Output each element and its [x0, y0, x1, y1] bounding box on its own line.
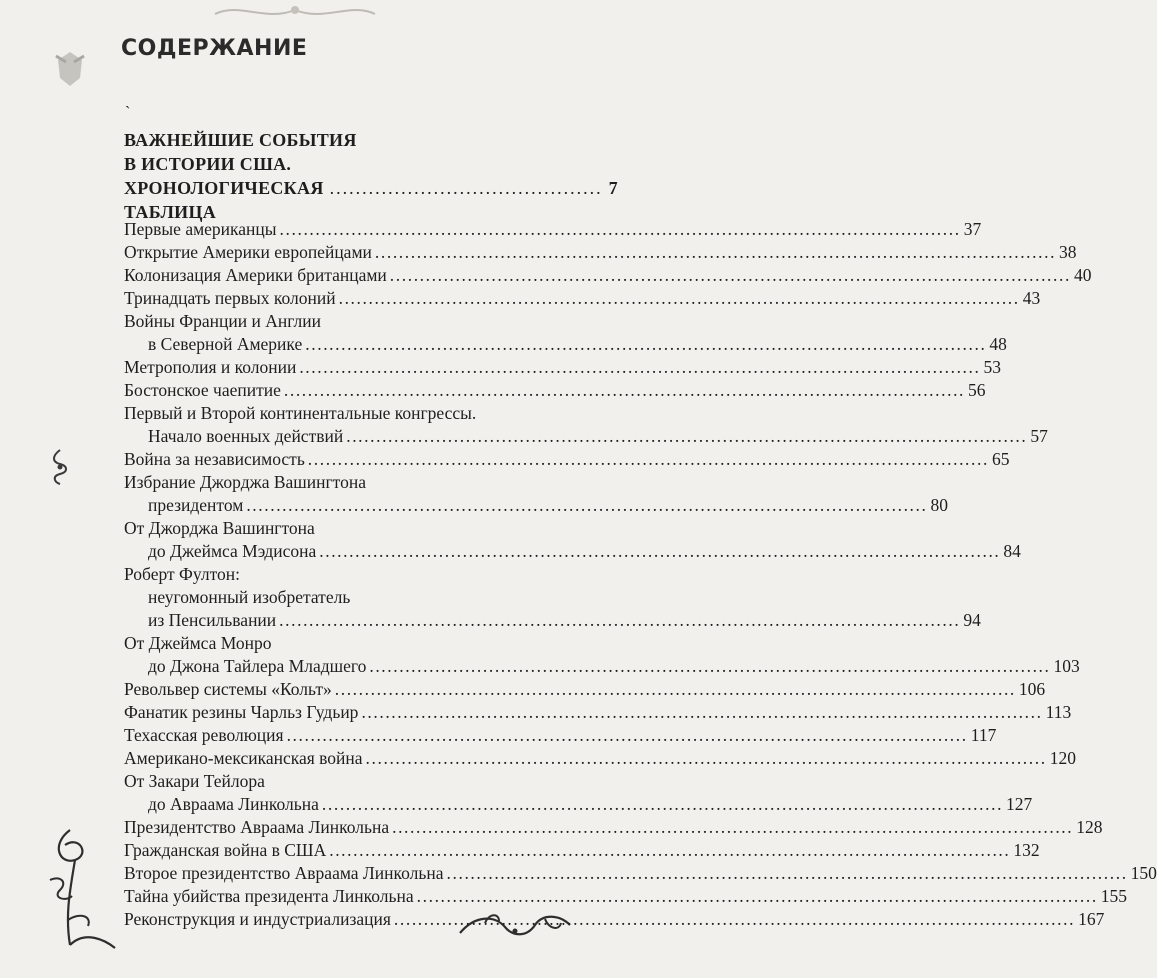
toc-entry	[124, 310, 1007, 356]
toc-entry-title: Президентство Авраама Линкольна	[124, 817, 390, 837]
toc-entry-line	[124, 632, 561, 655]
featured-line-1: ВАЖНЕЙШИЕ СОБЫТИЯ	[124, 130, 357, 150]
leader-dots: ..................................................................................................................	[346, 426, 1028, 446]
leader-dots: ..................................................................................................................	[329, 840, 1011, 860]
toc-entry	[124, 816, 1103, 839]
toc-entry-title: в Северной Америке	[148, 334, 303, 354]
toc-entry	[124, 264, 1092, 287]
toc-entry-line-last	[124, 494, 948, 517]
toc-entry	[124, 448, 1010, 471]
toc-entry-title: Избрание Джорджа Вашингтона	[124, 472, 366, 492]
toc-entry-line-last	[124, 333, 1007, 356]
toc-entry-title: до Джона Тайлера Младшего	[148, 656, 367, 676]
leader-dots: ..................................................................................................................	[389, 265, 1071, 285]
toc-page-number: 57	[1030, 426, 1048, 446]
toc-entry-line-last	[124, 540, 1021, 563]
toc-entry-title: Тринадцать первых колоний	[124, 288, 336, 308]
toc-entry-line	[124, 563, 561, 586]
toc-entry-title: Открытие Америки европейцами	[124, 242, 372, 262]
toc-entry-line-last	[124, 724, 997, 747]
toc-entry-title: Техасская революция	[124, 725, 284, 745]
leader-dots: ..................................................................................................................	[305, 334, 987, 354]
toc-page-number: 53	[983, 357, 1001, 377]
leader-dots: ..................................................................................................................	[286, 725, 968, 745]
featured-line-3	[124, 176, 618, 224]
toc-entry-title: Первый и Второй континентальные конгрессы.	[124, 403, 477, 423]
toc-entry-line-last	[124, 218, 982, 241]
toc-entry-line	[124, 770, 561, 793]
toc-entry-line-last	[124, 448, 1010, 471]
toc-entry	[124, 770, 1033, 816]
leader-dots: ..................................................................................................................	[361, 702, 1043, 722]
toc-page-number: 65	[991, 449, 1010, 469]
toc-entry-title: Американо-мексиканская война	[124, 748, 363, 768]
toc-entry-title: Фанатик резины Чарльз Гудьир	[124, 702, 359, 722]
toc-page-number: 167	[1078, 909, 1105, 929]
toc-entry	[124, 402, 1048, 448]
toc-entry-line-last	[124, 379, 986, 402]
leader-dots: ..................................................................................................................	[279, 610, 961, 630]
toc-entry-line	[124, 586, 561, 609]
toc-page-number: 37	[963, 219, 982, 239]
toc-entry-title: Револьвер системы «Кольт»	[124, 679, 332, 699]
toc-entry	[124, 241, 1077, 264]
top-ornament-icon	[210, 0, 380, 22]
toc-entry-title: Бостонское чаепитие	[124, 380, 281, 400]
toc-entry-line-last	[124, 356, 1001, 379]
leader-dots: ..................................................................................................................	[334, 679, 1016, 699]
leader-dots: ..................................................................................................................	[392, 817, 1074, 837]
toc-entry-title: От Джеймса Монро	[124, 633, 272, 653]
toc-entry-line	[124, 517, 561, 540]
toc-page-number: 84	[1003, 541, 1021, 561]
leader-dots: ..................................................................................................................	[319, 541, 1001, 561]
toc-entry-line-last	[124, 678, 1046, 701]
toc-entry-title: От Джорджа Вашингтона	[124, 518, 315, 538]
toc-entry-line-last	[124, 862, 1157, 885]
toc-entry-line-last	[124, 839, 1040, 862]
toc-entry-title: Первые американцы	[124, 219, 277, 239]
featured-line-2: В ИСТОРИИ США.	[124, 154, 292, 174]
toc-entry-line-last	[124, 655, 1080, 678]
toc-entry	[124, 517, 1021, 563]
toc-entry	[124, 218, 982, 241]
leader-dots: ..................................................................................................................	[338, 288, 1020, 308]
leader-dots: ..................................................................................................................	[365, 748, 1047, 768]
toc-entry-line-last	[124, 425, 1048, 448]
leader-dots: ..................................................................................................................	[369, 656, 1051, 676]
toc-entry-title: Второе президентство Авраама Линкольна	[124, 863, 444, 883]
toc-page-number: 132	[1013, 840, 1040, 860]
toc-entry-title: Колонизация Америки британцами	[124, 265, 387, 285]
toc-entry-line-last	[124, 793, 1033, 816]
toc-entry-line-last	[124, 287, 1041, 310]
featured-title: ХРОНОЛОГИЧЕСКАЯ ТАБЛИЦА	[124, 178, 324, 222]
toc-entry-title: От Закари Тейлора	[124, 771, 265, 791]
toc-entry-line	[124, 402, 561, 425]
toc-entry-title: Гражданская война в США	[124, 840, 327, 860]
toc-entry-title: Реконструкция и индустриализация	[124, 909, 391, 929]
toc-entry-title: президентом	[148, 495, 244, 515]
toc-page-number: 80	[930, 495, 948, 515]
leader-dots: ..........................................	[329, 178, 603, 198]
toc-entry-title: Роберт Фултон:	[124, 564, 240, 584]
toc-entry	[124, 747, 1076, 770]
toc-entry-title: Метрополия и колонии	[124, 357, 297, 377]
toc-page-number: 117	[970, 725, 997, 745]
toc-entry	[124, 287, 1041, 310]
leader-dots: ..................................................................................................................	[283, 380, 966, 400]
toc-entry-line	[124, 471, 561, 494]
toc-page-number: 106	[1018, 679, 1046, 699]
toc-entry-line-last	[124, 747, 1076, 770]
toc-entry-line-last	[124, 264, 1092, 287]
leader-dots: ..................................................................................................................	[416, 886, 1098, 906]
toc-page-number: 40	[1073, 265, 1092, 285]
leader-dots: ..................................................................................................................	[321, 794, 1004, 814]
leader-dots: ..................................................................................................................	[279, 219, 961, 239]
leader-dots: ..................................................................................................................	[299, 357, 981, 377]
toc-page-number: 48	[989, 334, 1007, 354]
toc-entry	[124, 885, 1128, 908]
left-ornament-icon	[50, 448, 70, 486]
toc-entry-title: Войны Франции и Англии	[124, 311, 321, 331]
toc-entry-title: Начало военных действий	[148, 426, 344, 446]
toc-entry-line-last	[124, 241, 1077, 264]
leader-dots: ..................................................................................................................	[246, 495, 928, 515]
toc-entry-line-last	[124, 908, 1105, 931]
featured-section	[124, 128, 618, 224]
toc-entry	[124, 724, 997, 747]
toc-page-number: 128	[1076, 817, 1103, 837]
toc-entry	[124, 678, 1046, 701]
toc-entry-line-last	[124, 885, 1128, 908]
toc-entry	[124, 862, 1157, 885]
toc-page-number: 113	[1045, 702, 1072, 722]
toc-entry-title: до Джеймса Мэдисона	[148, 541, 317, 561]
leader-dots: ..................................................................................................................	[374, 242, 1057, 262]
toc-entry	[124, 471, 948, 517]
toc-page-number: 103	[1053, 656, 1080, 676]
featured-page-number: 7	[608, 178, 618, 198]
toc-entry-title: Тайна убийства президента Линкольна	[124, 886, 414, 906]
toc-entry	[124, 379, 986, 402]
ink-mark: `	[125, 104, 131, 121]
toc-entry-title: неугомонный изобретатель	[148, 587, 351, 607]
toc-page-number: 38	[1059, 242, 1077, 262]
toc-entry-line	[124, 310, 561, 333]
toc-entry	[124, 701, 1072, 724]
toc-entry	[124, 908, 1105, 931]
toc-entry-title: из Пенсильвании	[148, 610, 277, 630]
toc-entry-line-last	[124, 816, 1103, 839]
toc-page-number: 150	[1130, 863, 1157, 883]
page-title: СОДЕРЖАНИЕ	[121, 36, 308, 61]
toc-page-number: 155	[1100, 886, 1128, 906]
corner-ornament-left-icon	[30, 820, 120, 960]
toc-entry-line-last	[124, 701, 1072, 724]
toc-entry	[124, 563, 981, 632]
crest-icon	[52, 48, 88, 90]
toc-page-number: 120	[1049, 748, 1076, 768]
leader-dots: ..................................................................................................................	[393, 909, 1076, 929]
toc-page-number: 43	[1022, 288, 1041, 308]
toc-entry-line-last	[124, 609, 981, 632]
toc-entry	[124, 839, 1040, 862]
leader-dots: ..................................................................................................................	[446, 863, 1128, 883]
toc-page-number: 127	[1006, 794, 1033, 814]
table-of-contents	[124, 218, 1157, 931]
toc-page-number: 94	[963, 610, 981, 630]
toc-page-number: 56	[968, 380, 986, 400]
leader-dots: ..................................................................................................................	[307, 449, 989, 469]
toc-entry-title: до Авраама Линкольна	[148, 794, 319, 814]
toc-entry-title: Война за независимость	[124, 449, 305, 469]
toc-entry	[124, 356, 1001, 379]
toc-entry	[124, 632, 1080, 678]
